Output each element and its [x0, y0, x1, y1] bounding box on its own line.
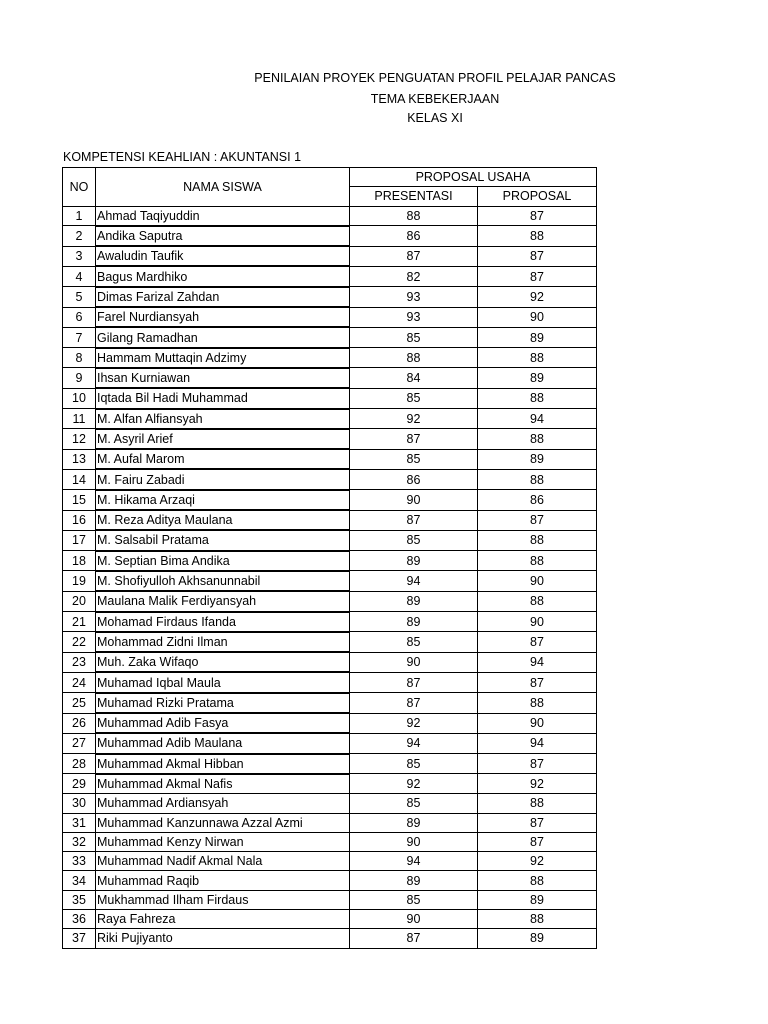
- table-row: [63, 774, 597, 794]
- row-proposal: 90: [478, 307, 597, 327]
- table-row: [63, 510, 597, 530]
- row-proposal: 87: [478, 813, 597, 832]
- competency-label: KOMPETENSI KEAHLIAN : AKUNTANSI 1: [63, 150, 302, 164]
- row-proposal: 88: [478, 530, 597, 550]
- row-nama: Bagus Mardhiko: [96, 266, 350, 286]
- table-row: [63, 307, 597, 327]
- row-no: 25: [63, 693, 96, 713]
- row-proposal: 90: [478, 713, 597, 733]
- table-row: [63, 733, 597, 753]
- row-no: 30: [63, 794, 96, 813]
- table-row: [63, 909, 597, 928]
- row-no: 13: [63, 449, 96, 469]
- header-proposal: PROPOSAL: [478, 187, 597, 206]
- row-nama: Awaludin Taufik: [96, 246, 350, 266]
- header-nama-siswa: NAMA SISWA: [96, 168, 350, 207]
- row-nama: M. Asyril Arief: [96, 429, 350, 449]
- row-nama: Muhammad Kenzy Nirwan: [96, 832, 350, 851]
- row-no: 22: [63, 632, 96, 652]
- table-row: [63, 890, 597, 909]
- row-presentasi: 94: [350, 571, 478, 591]
- row-proposal: 86: [478, 490, 597, 510]
- row-nama: Andika Saputra: [96, 226, 350, 246]
- row-proposal: 87: [478, 754, 597, 774]
- row-presentasi: 85: [350, 449, 478, 469]
- row-presentasi: 86: [350, 226, 478, 246]
- row-presentasi: 85: [350, 890, 478, 909]
- row-no: 5: [63, 287, 96, 307]
- row-no: 11: [63, 409, 96, 429]
- row-no: 8: [63, 348, 96, 368]
- row-proposal: 87: [478, 832, 597, 851]
- row-no: 35: [63, 890, 96, 909]
- row-no: 14: [63, 469, 96, 489]
- row-presentasi: 92: [350, 774, 478, 794]
- row-no: 16: [63, 510, 96, 530]
- table-row: [63, 571, 597, 591]
- row-proposal: 88: [478, 429, 597, 449]
- table-row: [63, 672, 597, 692]
- table-row: [63, 852, 597, 871]
- header-no: NO: [63, 168, 96, 207]
- row-no: 4: [63, 266, 96, 286]
- row-no: 3: [63, 246, 96, 266]
- theme-title: TEMA KEBEKERJAAN: [370, 92, 500, 106]
- table-row: [63, 871, 597, 890]
- row-no: 19: [63, 571, 96, 591]
- row-nama: Iqtada Bil Hadi Muhammad: [96, 388, 350, 408]
- row-nama: M. Aufal Marom: [96, 449, 350, 469]
- row-no: 29: [63, 774, 96, 794]
- row-nama: Muhammad Nadif Akmal Nala: [96, 852, 350, 871]
- row-proposal: 88: [478, 226, 597, 246]
- row-nama: M. Reza Aditya Maulana: [96, 510, 350, 530]
- row-nama: Muhammad Kanzunnawa Azzal Azmi: [96, 813, 350, 832]
- row-no: 33: [63, 852, 96, 871]
- row-presentasi: 89: [350, 871, 478, 890]
- row-nama: Muhammad Raqib: [96, 871, 350, 890]
- row-proposal: 88: [478, 871, 597, 890]
- row-presentasi: 85: [350, 794, 478, 813]
- row-presentasi: 92: [350, 713, 478, 733]
- row-no: 26: [63, 713, 96, 733]
- row-presentasi: 87: [350, 429, 478, 449]
- row-nama: Raya Fahreza: [96, 909, 350, 928]
- row-no: 37: [63, 929, 96, 948]
- row-presentasi: 89: [350, 612, 478, 632]
- row-proposal: 90: [478, 571, 597, 591]
- row-nama: Muhamad Iqbal Maula: [96, 672, 350, 692]
- row-nama: Dimas Farizal Zahdan: [96, 287, 350, 307]
- row-no: 15: [63, 490, 96, 510]
- row-proposal: 88: [478, 348, 597, 368]
- table-row: [63, 409, 597, 429]
- table-row: [63, 490, 597, 510]
- row-presentasi: 85: [350, 530, 478, 550]
- row-no: 36: [63, 909, 96, 928]
- row-proposal: 89: [478, 890, 597, 909]
- row-presentasi: 88: [350, 348, 478, 368]
- row-proposal: 87: [478, 206, 597, 226]
- row-presentasi: 94: [350, 733, 478, 753]
- row-presentasi: 84: [350, 368, 478, 388]
- table-row: [63, 612, 597, 632]
- row-presentasi: 85: [350, 632, 478, 652]
- row-nama: M. Shofiyulloh Akhsanunnabil: [96, 571, 350, 591]
- row-presentasi: 90: [350, 909, 478, 928]
- header-proposal-usaha: PROPOSAL USAHA: [350, 168, 597, 187]
- row-proposal: 88: [478, 693, 597, 713]
- row-no: 10: [63, 388, 96, 408]
- row-nama: Riki Pujiyanto: [96, 929, 350, 948]
- row-proposal: 87: [478, 632, 597, 652]
- row-presentasi: 87: [350, 510, 478, 530]
- header-presentasi: PRESENTASI: [350, 187, 478, 206]
- row-proposal: 92: [478, 852, 597, 871]
- row-presentasi: 90: [350, 652, 478, 672]
- score-table: [62, 167, 597, 949]
- row-proposal: 89: [478, 368, 597, 388]
- row-nama: Ahmad Taqiyuddin: [96, 206, 350, 226]
- row-no: 6: [63, 307, 96, 327]
- table-row: [63, 266, 597, 286]
- table-row: [63, 652, 597, 672]
- row-no: 7: [63, 327, 96, 347]
- row-no: 34: [63, 871, 96, 890]
- table-row: [63, 469, 597, 489]
- row-nama: Muhammad Ardiansyah: [96, 794, 350, 813]
- row-proposal: 88: [478, 388, 597, 408]
- table-body: [63, 206, 597, 948]
- table-header: [63, 168, 597, 207]
- row-presentasi: 87: [350, 693, 478, 713]
- row-nama: Muh. Zaka Wifaqo: [96, 652, 350, 672]
- row-presentasi: 87: [350, 672, 478, 692]
- table-row: [63, 693, 597, 713]
- row-nama: Hammam Muttaqin Adzimy: [96, 348, 350, 368]
- row-proposal: 87: [478, 510, 597, 530]
- row-nama: Mohamad Firdaus Ifanda: [96, 612, 350, 632]
- row-proposal: 89: [478, 929, 597, 948]
- row-nama: Muhamad Rizki Pratama: [96, 693, 350, 713]
- row-presentasi: 87: [350, 246, 478, 266]
- row-proposal: 94: [478, 652, 597, 672]
- row-nama: M. Salsabil Pratama: [96, 530, 350, 550]
- row-presentasi: 89: [350, 591, 478, 611]
- table-row: [63, 754, 597, 774]
- row-no: 31: [63, 813, 96, 832]
- row-no: 12: [63, 429, 96, 449]
- row-no: 21: [63, 612, 96, 632]
- row-nama: M. Hikama Arzaqi: [96, 490, 350, 510]
- row-nama: Farel Nurdiansyah: [96, 307, 350, 327]
- row-presentasi: 94: [350, 852, 478, 871]
- table-row: [63, 530, 597, 550]
- row-nama: Mukhammad Ilham Firdaus: [96, 890, 350, 909]
- row-no: 2: [63, 226, 96, 246]
- row-presentasi: 90: [350, 832, 478, 851]
- row-proposal: 88: [478, 551, 597, 571]
- row-proposal: 94: [478, 409, 597, 429]
- row-presentasi: 88: [350, 206, 478, 226]
- table-row: [63, 348, 597, 368]
- document-title: PENILAIAN PROYEK PENGUATAN PROFIL PELAJAR PANCAS: [254, 71, 616, 85]
- table-row: [63, 929, 597, 948]
- row-nama: Muhammad Adib Maulana: [96, 733, 350, 753]
- row-nama: Gilang Ramadhan: [96, 327, 350, 347]
- row-presentasi: 82: [350, 266, 478, 286]
- table-row: [63, 287, 597, 307]
- row-proposal: 88: [478, 794, 597, 813]
- class-title: KELAS XI: [407, 111, 463, 125]
- row-presentasi: 89: [350, 813, 478, 832]
- row-presentasi: 85: [350, 388, 478, 408]
- row-proposal: 90: [478, 612, 597, 632]
- table-row: [63, 206, 597, 226]
- row-no: 28: [63, 754, 96, 774]
- row-no: 9: [63, 368, 96, 388]
- row-proposal: 89: [478, 449, 597, 469]
- table-row: [63, 794, 597, 813]
- table-row: [63, 632, 597, 652]
- row-presentasi: 87: [350, 929, 478, 948]
- row-no: 18: [63, 551, 96, 571]
- row-proposal: 87: [478, 246, 597, 266]
- row-presentasi: 85: [350, 754, 478, 774]
- table-row: [63, 832, 597, 851]
- row-no: 20: [63, 591, 96, 611]
- table-row: [63, 713, 597, 733]
- row-nama: M. Septian Bima Andika: [96, 551, 350, 571]
- row-nama: Muhammad Adib Fasya: [96, 713, 350, 733]
- table-row: [63, 429, 597, 449]
- table-row: [63, 246, 597, 266]
- row-presentasi: 92: [350, 409, 478, 429]
- row-no: 17: [63, 530, 96, 550]
- row-presentasi: 86: [350, 469, 478, 489]
- row-presentasi: 90: [350, 490, 478, 510]
- row-nama: Muhammad Akmal Nafis: [96, 774, 350, 794]
- row-presentasi: 85: [350, 327, 478, 347]
- row-proposal: 88: [478, 591, 597, 611]
- row-no: 32: [63, 832, 96, 851]
- row-nama: Mohammad Zidni Ilman: [96, 632, 350, 652]
- row-proposal: 87: [478, 672, 597, 692]
- row-no: 24: [63, 672, 96, 692]
- table-row: [63, 591, 597, 611]
- row-proposal: 87: [478, 266, 597, 286]
- row-proposal: 92: [478, 774, 597, 794]
- table-row: [63, 449, 597, 469]
- row-nama: Ihsan Kurniawan: [96, 368, 350, 388]
- table-row: [63, 388, 597, 408]
- table-row: [63, 813, 597, 832]
- row-proposal: 94: [478, 733, 597, 753]
- row-no: 1: [63, 206, 96, 226]
- row-no: 27: [63, 733, 96, 753]
- row-proposal: 88: [478, 909, 597, 928]
- table-row: [63, 226, 597, 246]
- row-nama: Muhammad Akmal Hibban: [96, 754, 350, 774]
- row-presentasi: 93: [350, 287, 478, 307]
- row-proposal: 88: [478, 469, 597, 489]
- row-proposal: 89: [478, 327, 597, 347]
- row-nama: Maulana Malik Ferdiyansyah: [96, 591, 350, 611]
- row-no: 23: [63, 652, 96, 672]
- row-presentasi: 89: [350, 551, 478, 571]
- row-proposal: 92: [478, 287, 597, 307]
- row-presentasi: 93: [350, 307, 478, 327]
- row-nama: M. Alfan Alfiansyah: [96, 409, 350, 429]
- row-nama: M. Fairu Zabadi: [96, 469, 350, 489]
- table-row: [63, 551, 597, 571]
- table-row: [63, 327, 597, 347]
- table-row: [63, 368, 597, 388]
